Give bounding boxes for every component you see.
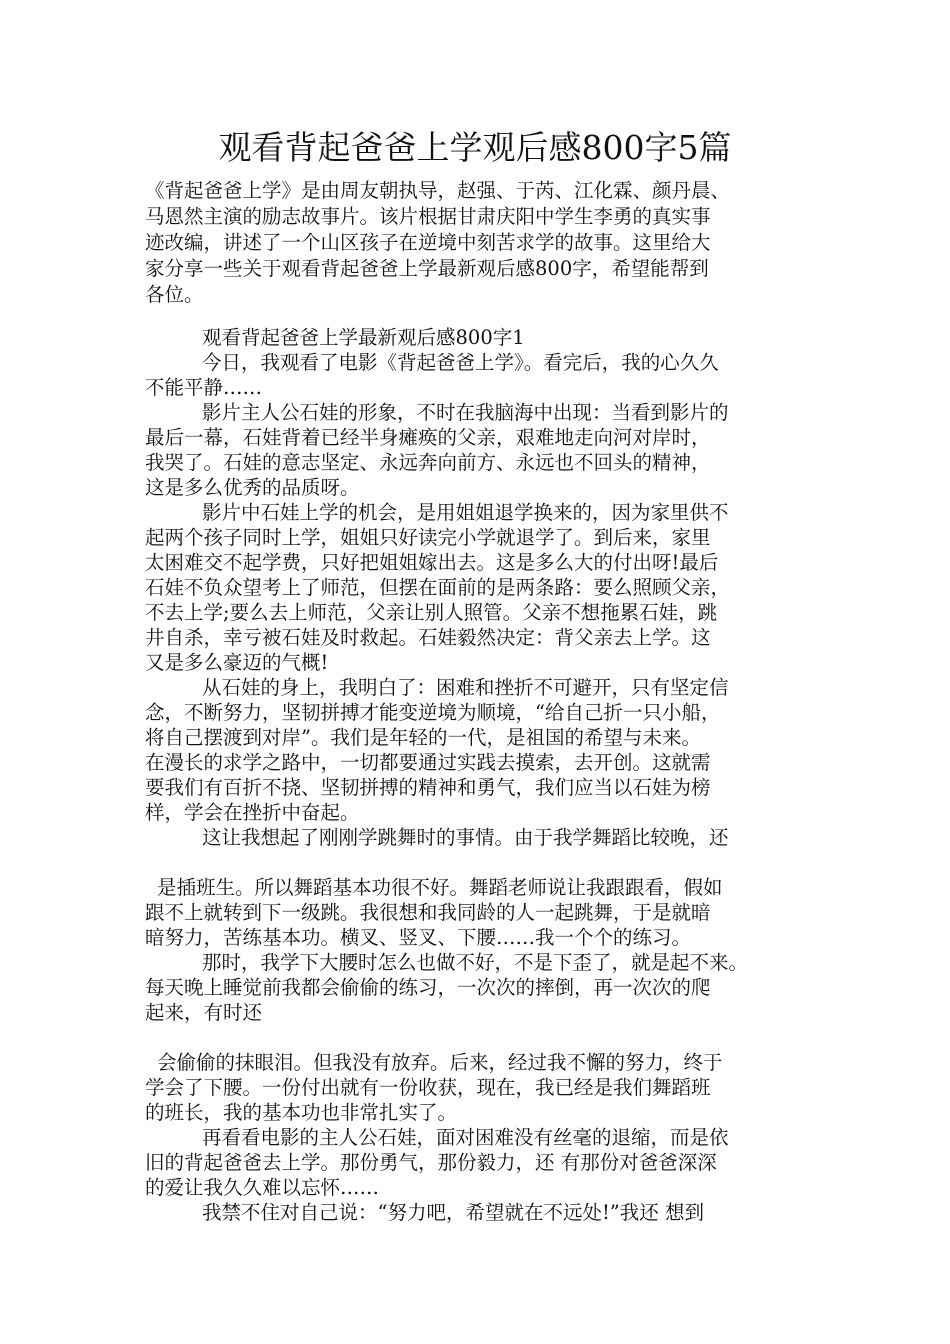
- paragraph-line: 旧的背起爸爸去上学。那份勇气，那份毅力，还 有那份对爸爸深深: [145, 1151, 717, 1174]
- intro-line: 家分享一些关于观看背起爸爸上学最新观后感800字，希望能帮到: [145, 257, 709, 280]
- paragraph-line: 石娃不负众望考上了师范，但摆在面前的是两条路：要么照顾父亲，: [145, 576, 731, 599]
- paragraph-line: 在漫长的求学之路中，一切都要通过实践去摸索，去开创。这就需: [145, 751, 711, 774]
- paragraph-line: 太困难交不起学费，只好把姐姐嫁出去。这是多么大的付出呀!最后: [145, 551, 719, 574]
- paragraph-line: 今日，我观看了电影《背起爸爸上学》。看完后，我的心久久: [202, 351, 719, 374]
- paragraph-line: 再看看电影的主人公石娃，面对困难没有丝毫的退缩，而是依: [202, 1126, 729, 1149]
- document-title: 观看背起爸爸上学观后感800字5篇: [218, 128, 732, 167]
- paragraph-line: 将自己摆渡到对岸”。我们是年轻的一代，是祖国的希望与未来。: [145, 726, 701, 749]
- paragraph-line: 起两个孩子同时上学，姐姐只好读完小学就退学了。到后来，家里: [145, 526, 711, 549]
- paragraph-line: 每天晚上睡觉前我都会偷偷的练习，一次次的摔倒，再一次次的爬: [145, 976, 711, 999]
- paragraph-line: 这让我想起了刚刚学跳舞时的事情。由于我学舞蹈比较晚，还: [202, 826, 729, 849]
- paragraph-line: 又是多么豪迈的气概!: [145, 651, 329, 674]
- intro-line: 马恩然主演的励志故事片。该片根据甘肃庆阳中学生李勇的真实事: [145, 205, 711, 228]
- paragraph-line: 最后一幕，石娃背着已经半身瘫痪的父亲，艰难地走向河对岸时，: [145, 426, 711, 449]
- intro-line: 《背起爸爸上学》是由周友朝执导，赵强、于芮、江化霖、颜丹晨、: [145, 179, 731, 202]
- paragraph-line: 念，不断努力，坚韧拼搏才能变逆境为顺境，“给自己折一只小船，: [145, 701, 721, 724]
- paragraph-line: 这是多么优秀的品质呀。: [145, 476, 360, 499]
- paragraph-line: 样，学会在挫折中奋起。: [145, 801, 360, 824]
- paragraph-line: 暗努力，苦练基本功。横叉、竖叉、下腰……我一个个的练习。: [145, 926, 692, 949]
- paragraph-line: 从石娃的身上，我明白了：困难和挫折不可避开，只有坚定信: [202, 676, 729, 699]
- paragraph-line: 学会了下腰。一份付出就有一份收获，现在，我已经是我们舞蹈班: [145, 1076, 711, 1099]
- paragraph-line: 我禁不住对自己说：“努力吧，希望就在不远处!”我还 想到: [202, 1201, 704, 1224]
- paragraph-line: 井自杀，幸亏被石娃及时救起。石娃毅然决定：背父亲去上学。这: [145, 626, 711, 649]
- paragraph-line: 会偷偷的抹眼泪。但我没有放弃。后来，经过我不懈的努力，终于: [157, 1051, 723, 1074]
- paragraph-line: 的爱让我久久难以忘怀……: [145, 1176, 380, 1199]
- paragraph-line: 是插班生。所以舞蹈基本功很不好。舞蹈老师说让我跟跟看，假如: [157, 876, 723, 899]
- section-heading: 观看背起爸爸上学最新观后感800字1: [202, 326, 525, 349]
- paragraph-line: 影片主人公石娃的形象，不时在我脑海中出现：当看到影片的: [202, 401, 729, 424]
- intro-line: 各位。: [145, 283, 204, 306]
- paragraph-line: 我哭了。石娃的意志坚定、永远奔向前方、永远也不回头的精神，: [145, 451, 711, 474]
- intro-line: 迹改编，讲述了一个山区孩子在逆境中刻苦求学的故事。这里给大: [145, 231, 711, 254]
- paragraph-line: 跟不上就转到下一级跳。我很想和我同龄的人一起跳舞，于是就暗: [145, 901, 711, 924]
- paragraph-line: 那时，我学下大腰时怎么也做不好，不是下歪了，就是起不来。: [202, 951, 749, 974]
- paragraph-line: 起来，有时还: [145, 1001, 263, 1024]
- paragraph-line: 影片中石娃上学的机会，是用姐姐退学换来的，因为家里供不: [202, 501, 729, 524]
- paragraph-line: 要我们有百折不挠、坚韧拼搏的精神和勇气，我们应当以石娃为榜: [145, 776, 711, 799]
- paragraph-line: 不能平静……: [145, 376, 263, 399]
- paragraph-line: 的班长，我的基本功也非常扎实了。: [145, 1101, 458, 1124]
- paragraph-line: 不去上学;要么去上师范，父亲让别人照管。父亲不想拖累石娃，跳: [145, 601, 718, 624]
